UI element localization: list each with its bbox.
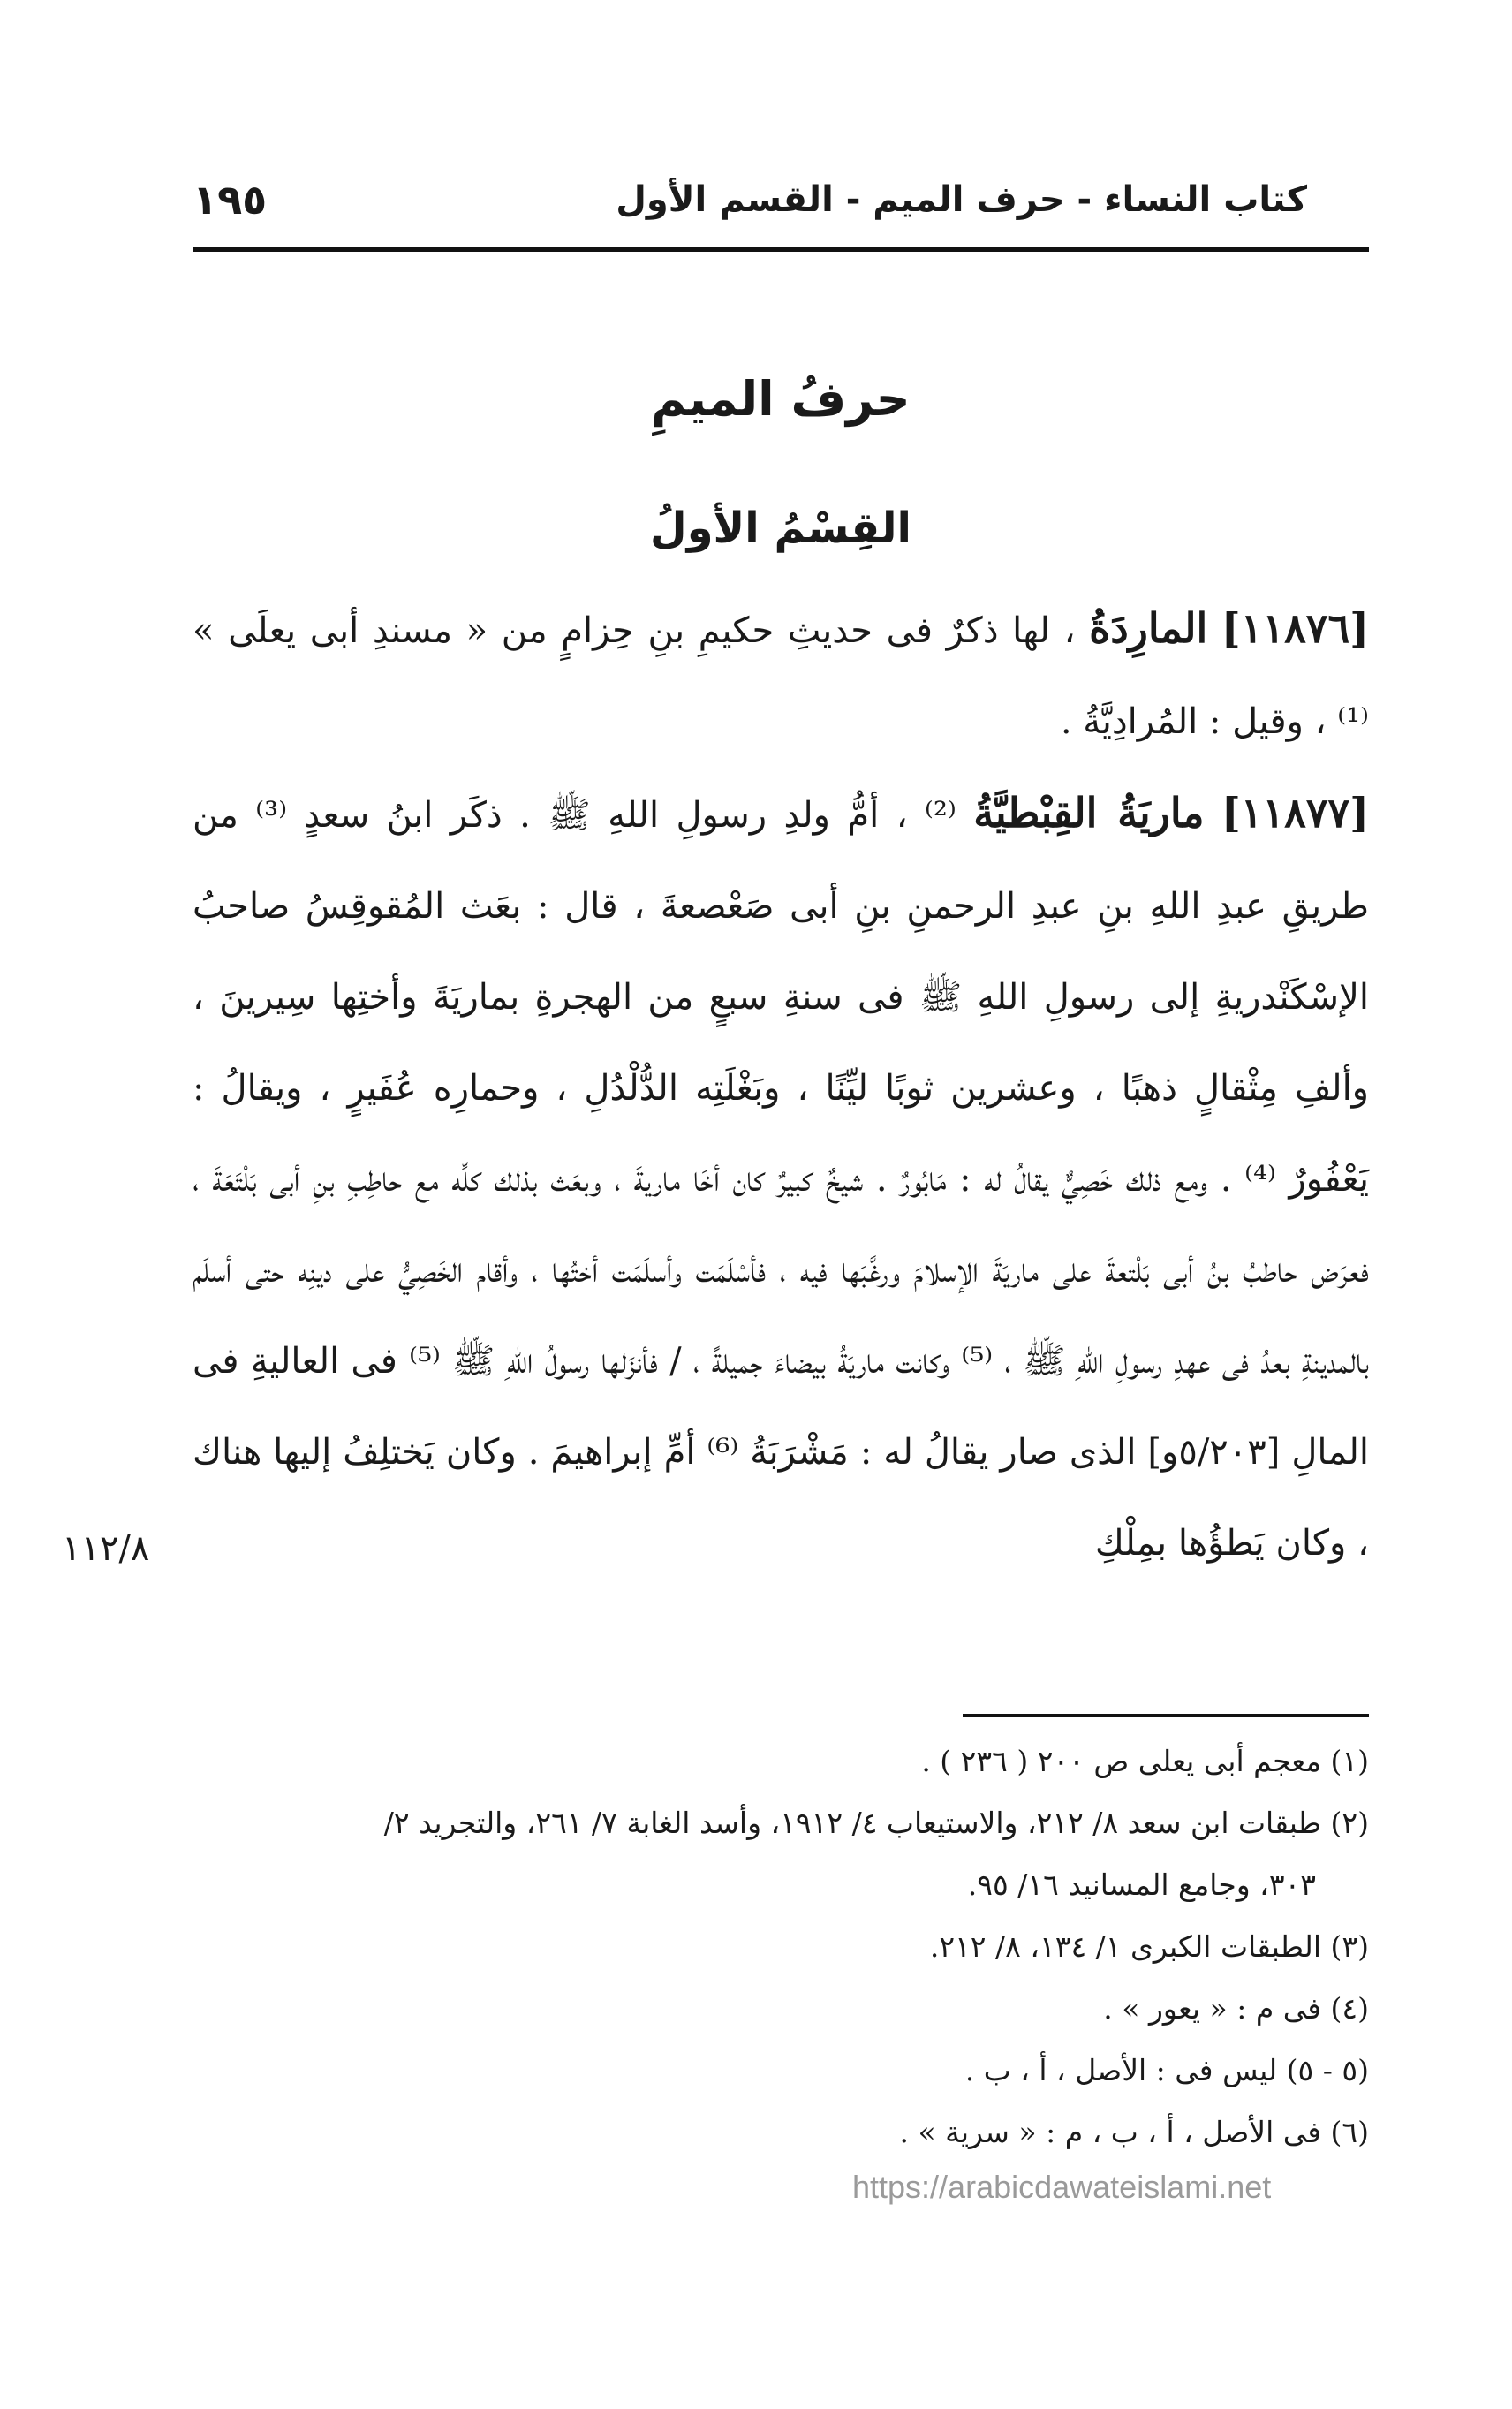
entry-name: ماريَةُ القِبْطيَّةُ (973, 789, 1205, 837)
chapter-title: حرفُ الميمِ (651, 371, 911, 427)
entry-text: ، لها ذكرٌ فى حديثِ حكيمِ بنِ حِزامٍ من « مسندِ أبى يعلَى » ⁽¹⁾ ، وقيل : المُرادِيَّةُ . (193, 610, 1369, 742)
header-rule (193, 247, 1369, 252)
watermark-url: https://arabicdawateislami.net (852, 2169, 1272, 2205)
footnote-2-continuation: ٣٠٣، وجامع المسانيد ١٦/ ٩٥. (967, 1867, 1316, 1902)
running-title: كتاب النساء - حرف الميم - القسم الأول (616, 179, 1307, 220)
entry-text: ⁽²⁾ ، أمُّ ولدِ رسولِ اللهِ ﷺ . ذكَر ابنُ سعدٍ ⁽³⁾ من طريقِ عبدِ اللهِ بنِ عبدِ الرحمنِ بنِ أبى صَعْصعةَ ، قال : بعَث المُقوقِسُ صاحبُ الإسْكَنْدريةِ إلى رسولِ اللهِ ﷺ فى سنةِ سبعٍ من الهجرةِ بماريَةَ وأختِها سِيرينَ ، وألفِ مِثْقالٍ ذهبًا ، وعشرين ثوبًا ليِّنًا ، وبَغْلَتِه الدُّلْدُلِ ، وحمارِه عُفَيرٍ ، ويقالُ : يَعْفُورٌ ⁽⁴⁾ . ومع ذلك خَصِيٌّ يقالُ له : مَابُورٌ . شيخٌ كبيرٌ كان أخَا ماريةَ ، وبعَث بذلك كلِّه مع حاطِبِ بنِ أبى بَلْتَعَةَ ، فعرَض حاطبُ بنُ أبى بَلْتعةَ على ماريَةَ الإسلامَ ورغَّبَها فيه ، فأسْلَمَت وأسلَمَت أختُها ، وأقام الخَصِيُّ على دينِه حتى أسلَم بالمدينةِ بعدُ فى عهدِ رسولِ اللهِ ﷺ ، ⁽⁵⁾ وكانت ماريَةُ بيضاءَ جميلةً ، / فأنزَلها رسولُ اللهِ ﷺ ⁽⁵⁾ فى العاليةِ فى المالِ [٥/٢٠٣و] الذى صار يقالُ له : مَشْرَبَةُ ⁽⁶⁾ أمِّ إبراهيمَ . وكان يَختلِفُ إليها هناك ، وكان يَطؤُها بمِلْكِ (193, 795, 1370, 1564)
footnote-6: (٦) فى الأصل ، أ ، ب ، م : « سرية » . (899, 2115, 1369, 2149)
body-text (193, 583, 1369, 1589)
footnote-2: (٢) طبقات ابن سعد ٨/ ٢١٢، والاستيعاب ٤/ ١٩١٢، وأسد الغابة ٧/ ٢٦١، والتجريد ٢/ (383, 1806, 1369, 1840)
section-title: القِسْمُ الأولُ (650, 504, 911, 553)
margin-reference: ١١٢/٨ (62, 1528, 150, 1569)
footnote-3: (٣) الطبقات الكبرى ١/ ١٣٤، ٨/ ٢١٢. (929, 1929, 1369, 1964)
running-header (193, 172, 1369, 234)
footnote-5: (٥ - ٥) ليس فى : الأصل ، أ ، ب . (964, 2053, 1369, 2087)
footnote-4: (٤) فى م : « يعور » . (1103, 1991, 1369, 2026)
entry-number: [١١٨٧٦] (1221, 604, 1369, 652)
entry-number: [١١٨٧٧] (1221, 789, 1370, 837)
entry-name: المارِدَةُ (1089, 604, 1208, 652)
footnote-1: (١) معجم أبى يعلى ص ٢٠٠ ( ٢٣٦ ) . (921, 1744, 1369, 1778)
page-number: ١٩٥ (193, 176, 268, 223)
footnotes (193, 1731, 1369, 2164)
footnote-rule (963, 1714, 1369, 1717)
entry-11877 (193, 768, 1369, 1589)
entry-11876 (193, 583, 1369, 768)
